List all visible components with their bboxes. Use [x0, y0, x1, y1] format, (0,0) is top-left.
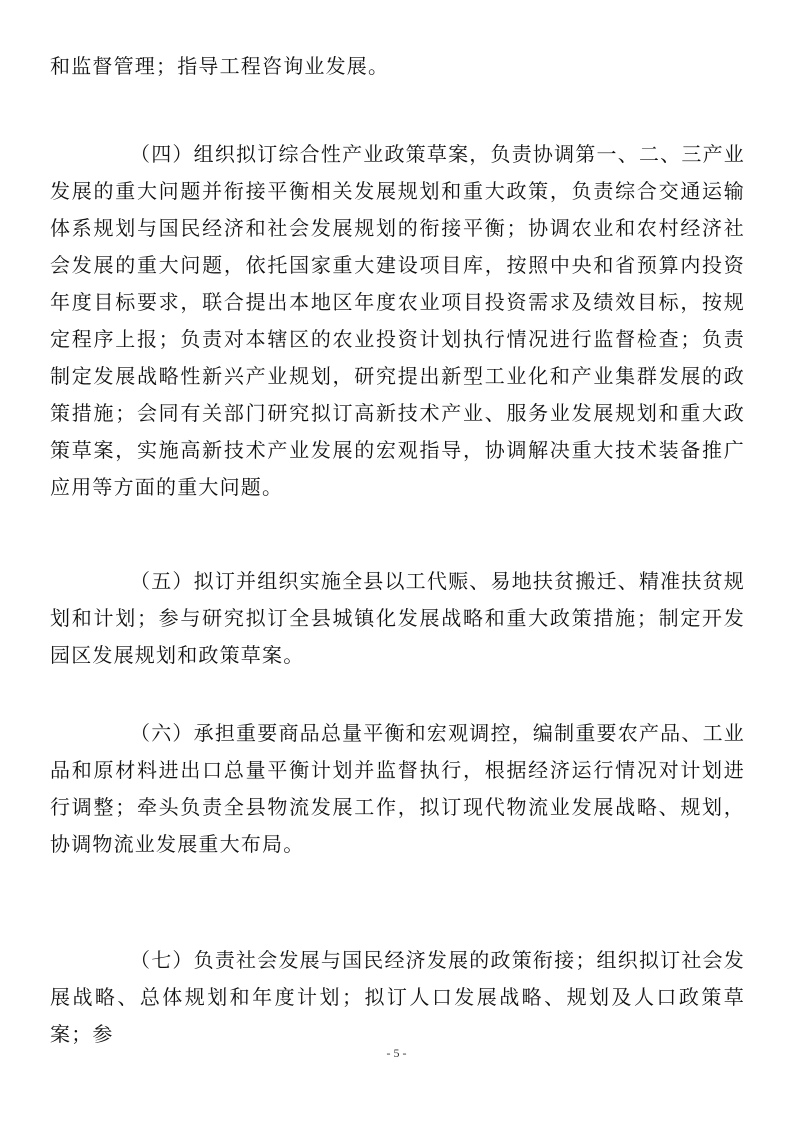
paragraph-item-5: （五）拟订并组织实施全县以工代赈、易地扶贫搬迁、精准扶贫规划和计划；参与研究拟订全县城镇化发展战略和重大政策措施；制定开发园区发展规划和政策草案。	[50, 569, 745, 667]
page-number: - 5 -	[386, 1046, 407, 1060]
paragraph-item-7: （七）负责社会发展与国民经济发展的政策衔接；组织拟订社会发展战略、总体规划和年度计划；拟订人口发展战略、规划及人口政策草案；参	[50, 948, 745, 1046]
paragraph-item-6: （六）承担重要商品总量平衡和宏观调控，编制重要农产品、工业品和原材料进出口总量平衡计划并监督执行，根据经济运行情况对计划进行调整；牵头负责全县物流发展工作，拟订现代物流业发展战略、规划，协调物流业发展重大布局。	[50, 721, 745, 856]
paragraph-continuation: 和监督管理；指导工程咨询业发展。	[50, 54, 390, 78]
paragraph-item-4: （四）组织拟订综合性产业政策草案，负责协调第一、二、三产业发展的重大问题并衔接平衡相关发展规划和重大政策，负责综合交通运输体系规划与国民经济和社会发展规划的衔接平衡；协调农业和农村经济社会发展的重大问题，依托国家重大建设项目库，按照中央和省预算内投资年度目标要求，联合提出本地区年度农业项目投资需求及绩效目标，按规定程序上报；负责对本辖区的农业投资计划执行情况进行监督检查；负责制定发展战略性新兴产业规划，研究提出新型工业化和产业集群发展的政策措施；会同有关部门研究拟订高新技术产业、服务业发展规划和重大政策草案，实施高新技术产业发展的宏观指导，协调解决重大技术装备推广应用等方面的重大问题。	[50, 142, 745, 499]
